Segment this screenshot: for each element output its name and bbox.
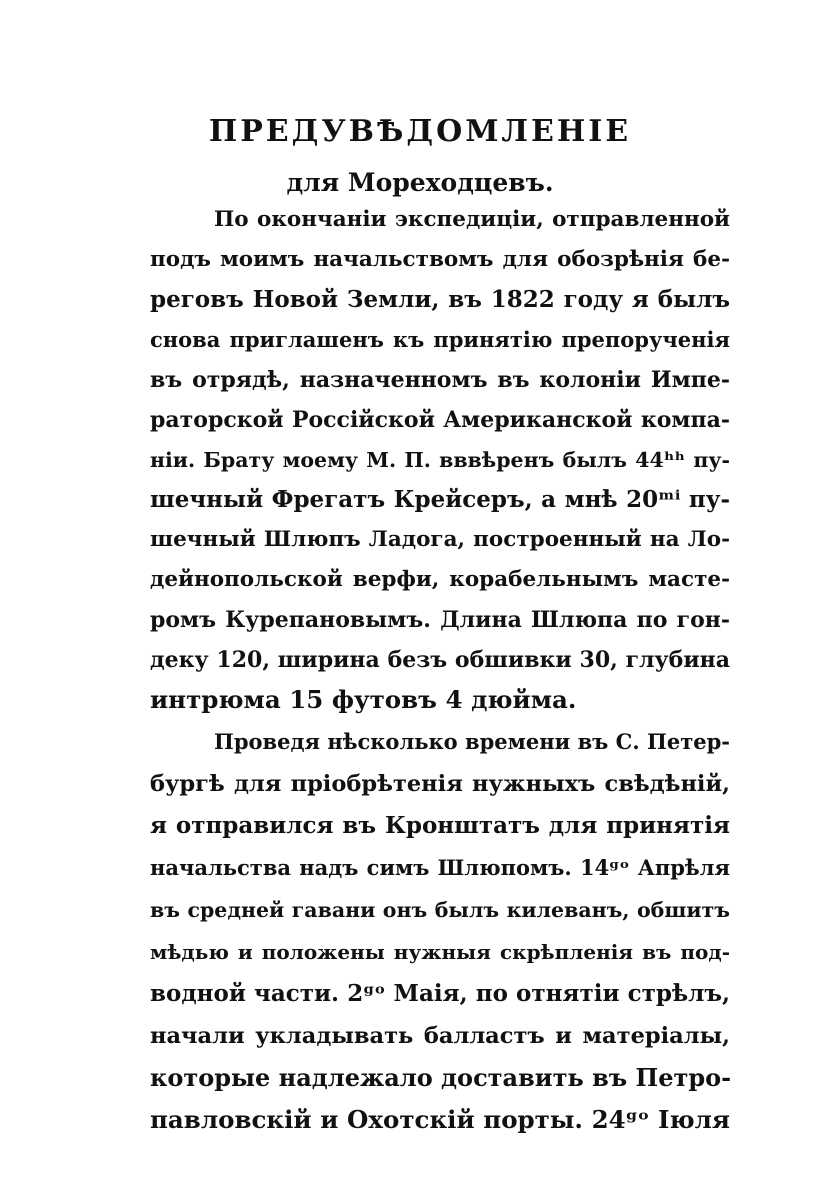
text-line: По окончаніи экспедиціи, отправленной — [214, 207, 730, 232]
page-subtitle: для Мореходцевъ. — [286, 168, 554, 197]
text-line: реговъ Новой Земли, въ 1822 году я былъ — [150, 286, 730, 313]
text-line: я отправился въ Кронштатъ для принятія — [150, 812, 730, 839]
text-line: Проведя нѣсколько времени въ С. Петер- — [214, 729, 730, 754]
text-line: павловскій и Охотскій порты. 24ᵍᵒ Іюля — [150, 1105, 730, 1134]
text-line: въ средней гавани онъ былъ килеванъ, обшитъ — [150, 898, 730, 922]
text-line: ніи. Брату моему М. П. вввѣренъ былъ 44ʰʰ пу- — [150, 448, 730, 472]
text-line: въ отрядѣ, назначенномъ въ колоніи Импе- — [150, 367, 730, 393]
text-line: шечный Фрегатъ Крейсеръ, а мнѣ 20ᵐⁱ пу- — [150, 486, 730, 513]
text-line: раторской Россійской Американской компа- — [150, 407, 730, 433]
text-line: дейнопольской верфи, корабельнымъ масте- — [150, 567, 730, 592]
text-line: ромъ Курепановымъ. Длина Шлюпа по гон- — [150, 607, 730, 633]
text-line: деку 120, ширина безъ обшивки 30, глубина — [150, 647, 730, 673]
text-line: снова приглашенъ къ принятію препорученія — [150, 327, 730, 352]
text-line: интрюма 15 футовъ 4 дюйма. — [150, 685, 577, 714]
text-line: начали укладывать балластъ и матеріалы, — [150, 1023, 730, 1049]
text-line: шечный Шлюпъ Ладога, построенный на Ло- — [150, 527, 730, 552]
text-line: мѣдью и положены нужныя скрѣпленія въ под- — [150, 940, 730, 964]
text-line: водной части. 2ᵍᵒ Маія, по отнятіи стрѣлъ, — [150, 980, 730, 1007]
page-title: ПРЕДУВѢДОМЛЕНІЕ — [208, 114, 632, 149]
text-line: подъ моимъ начальствомъ для обозрѣнія бе- — [150, 247, 730, 272]
text-line: которые надлежало доставить въ Петро- — [150, 1063, 732, 1092]
text-line: начальства надъ симъ Шлюпомъ. 14ᵍᵒ Апрѣля — [150, 855, 730, 880]
text-line: бургѣ для пріобрѣтенія нужныхъ свѣдѣній, — [150, 771, 730, 797]
